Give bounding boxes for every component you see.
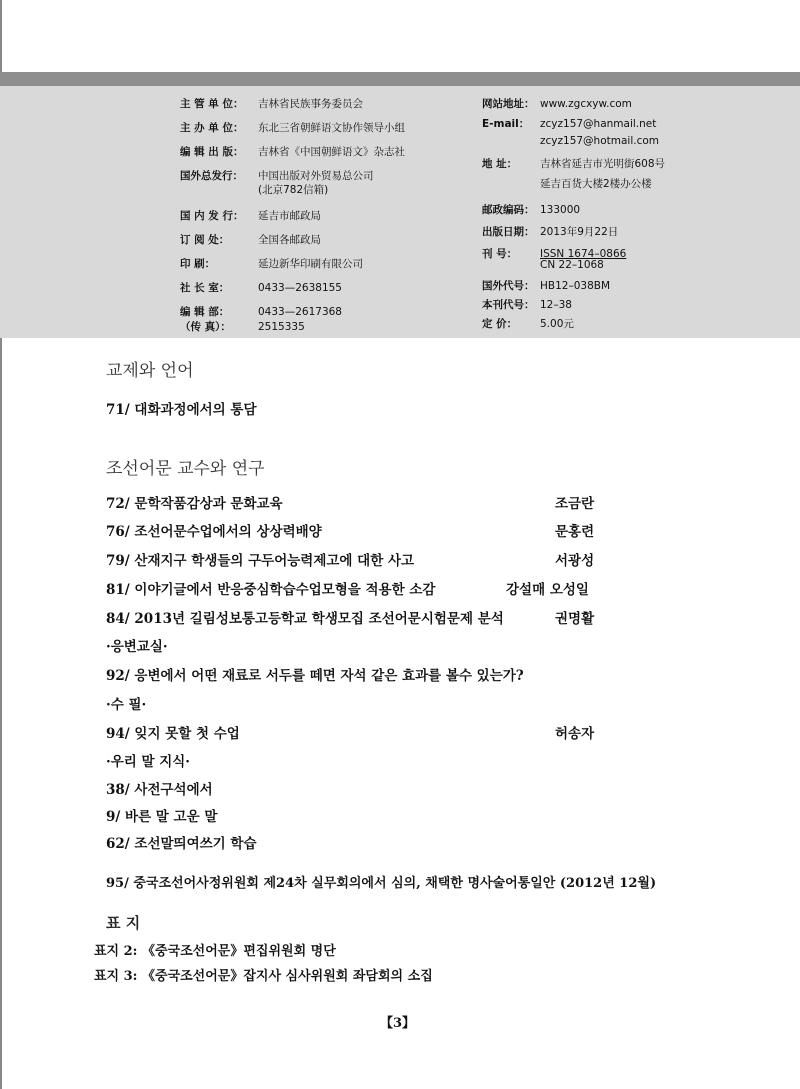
colophon-value: 2515335: [258, 321, 305, 333]
colophon-label: 编 辑 出 版：: [180, 146, 244, 158]
subsection-title-language: ·우리 말 지식·: [106, 754, 191, 770]
colophon-label: （传 真）：: [180, 321, 231, 333]
colophon-value: www.zgcxyw.com: [540, 98, 632, 110]
toc-author: 서광성: [555, 553, 595, 569]
page-number: 【3】: [380, 1016, 416, 1031]
colophon-label: 国外总发行：: [180, 170, 243, 182]
toc-author: 권명활: [555, 611, 595, 627]
colophon-row: [482, 135, 659, 147]
colophon-value: 0433—2617368: [258, 306, 342, 318]
colophon-label: 印 刷：: [180, 258, 216, 270]
colophon-label: 国 内 发 行：: [180, 210, 244, 222]
colophon-box: [0, 86, 800, 338]
colophon-label: 邮政编码：: [482, 204, 535, 216]
colophon-row: [482, 224, 618, 239]
colophon-value: (北京782信箱): [258, 184, 329, 196]
colophon-row: [180, 144, 405, 159]
colophon-row: [180, 256, 363, 271]
colophon-value: 东北三省朝鲜语文协作领导小组: [258, 122, 405, 134]
colophon-row: [482, 156, 665, 171]
toc-entry[interactable]: 84/ 2013년 길림성보통고등학교 학생모집 조선어문시험문제 분석: [106, 611, 504, 627]
toc-entry[interactable]: 71/ 대화과정에서의 통담: [106, 402, 257, 418]
colophon-row: [180, 304, 342, 319]
section-title-teaching: 조선어문 교수와 연구: [106, 459, 265, 479]
colophon-row: [180, 280, 342, 295]
colophon-value: 133000: [540, 204, 581, 216]
colophon-row: [180, 120, 405, 135]
colophon-label: 网站地址：: [482, 98, 535, 110]
colophon-label: 刊 号：: [482, 248, 518, 260]
cover-entry[interactable]: 표지 3: 《중국조선어문》잡지사 심사위원회 좌담회의 소집: [94, 969, 433, 984]
subsection-title-essay: ·수 필·: [106, 697, 147, 713]
issn-value: ISSN 1674–0866: [540, 248, 627, 260]
section-title-communication: 교제와 언어: [106, 361, 194, 381]
colophon-top-bar: [0, 72, 800, 86]
colophon-row: [482, 316, 574, 331]
colophon-label: 主 管 单 位：: [180, 98, 244, 110]
toc-author: 강설매 오성일: [506, 582, 589, 598]
colophon-value: HB12–038BM: [540, 280, 611, 292]
colophon-value: 吉林省民族事务委员会: [258, 98, 363, 110]
colophon-value: 5.00元: [540, 318, 574, 330]
colophon-value: 0433—2638155: [258, 282, 342, 294]
colophon-value: 2013年9月22日: [540, 226, 619, 238]
colophon-label: 国外代号：: [482, 280, 535, 292]
colophon-row: [180, 232, 321, 247]
colophon-row: [180, 168, 374, 183]
colophon-label: 定 价：: [482, 318, 518, 330]
colophon-value: 吉林省延吉市光明街608号: [540, 158, 666, 170]
colophon-label: 出版日期：: [482, 226, 535, 238]
toc-author: 허송자: [555, 726, 595, 742]
colophon-row: [482, 297, 572, 312]
colophon-label: 订 阅 处：: [180, 234, 230, 246]
colophon-value: zcyz157@hanmail.net: [540, 118, 657, 130]
colophon-value: CN 22–1068: [540, 259, 604, 271]
toc-entry[interactable]: 94/ 잊지 못할 첫 수업: [106, 726, 240, 742]
subsection-title-speech: ·응변교실·: [106, 639, 168, 655]
toc-entry[interactable]: 38/ 사전구석에서: [106, 782, 213, 798]
colophon-row: [482, 278, 610, 293]
colophon-label: 编 辑 部：: [180, 306, 230, 318]
colophon-value: 延吉市邮政局: [258, 210, 321, 222]
colophon-row: [180, 208, 321, 223]
section-title-cover: 표 지: [106, 914, 141, 932]
toc-entry[interactable]: 62/ 조선말띄여쓰기 학습: [106, 836, 257, 852]
colophon-row: [180, 319, 305, 334]
colophon-label: 本刊代号：: [482, 299, 535, 311]
toc-entry[interactable]: 95/ 중국조선어사정위원회 제24차 실무회의에서 심의, 채택한 명사술어통일안 (2012년 12월): [106, 876, 657, 891]
colophon-label: 主 办 单 位：: [180, 122, 244, 134]
toc-entry[interactable]: 9/ 바른 말 고운 말: [106, 809, 218, 825]
toc-author: 문홍련: [555, 524, 595, 540]
colophon-value: 延吉百货大楼2楼办公楼: [540, 178, 652, 190]
toc-entry[interactable]: 76/ 조선어문수업에서의 상상력배양: [106, 524, 322, 540]
cover-entry[interactable]: 표지 2: 《중국조선어문》편집위원회 명단: [94, 944, 336, 959]
colophon-label: 地 址：: [482, 158, 518, 170]
colophon-row: [482, 259, 604, 271]
colophon-row: [482, 96, 632, 111]
colophon-label: 社 长 室：: [180, 282, 230, 294]
colophon-value: 全国各邮政局: [258, 234, 321, 246]
colophon-row: [482, 176, 652, 191]
colophon-value: 12–38: [540, 299, 572, 311]
colophon-row: [180, 96, 363, 111]
colophon-row: [482, 116, 656, 131]
colophon-value: 中国出版对外贸易总公司: [258, 170, 374, 182]
colophon-label: E-mail：: [482, 118, 530, 130]
toc-entry[interactable]: 92/ 응변에서 어떤 재료로 서두를 떼면 자석 같은 효과를 볼수 있는가?: [106, 668, 524, 684]
toc-entry[interactable]: 79/ 산재지구 학생들의 구두어능력제고에 대한 사고: [106, 553, 415, 569]
colophon-row: [180, 182, 328, 197]
colophon-value: 延边新华印刷有限公司: [258, 258, 363, 270]
toc-entry[interactable]: 72/ 문학작품감상과 문화교육: [106, 496, 283, 512]
colophon-row: [482, 202, 580, 217]
toc-author: 조금란: [555, 496, 595, 512]
toc-entry[interactable]: 81/ 이야기글에서 반응중심학습수업모형을 적용한 소감: [106, 582, 436, 598]
colophon-value: zcyz157@hotmail.com: [540, 135, 660, 147]
colophon-value: 吉林省《中国朝鲜语文》杂志社: [258, 146, 405, 158]
